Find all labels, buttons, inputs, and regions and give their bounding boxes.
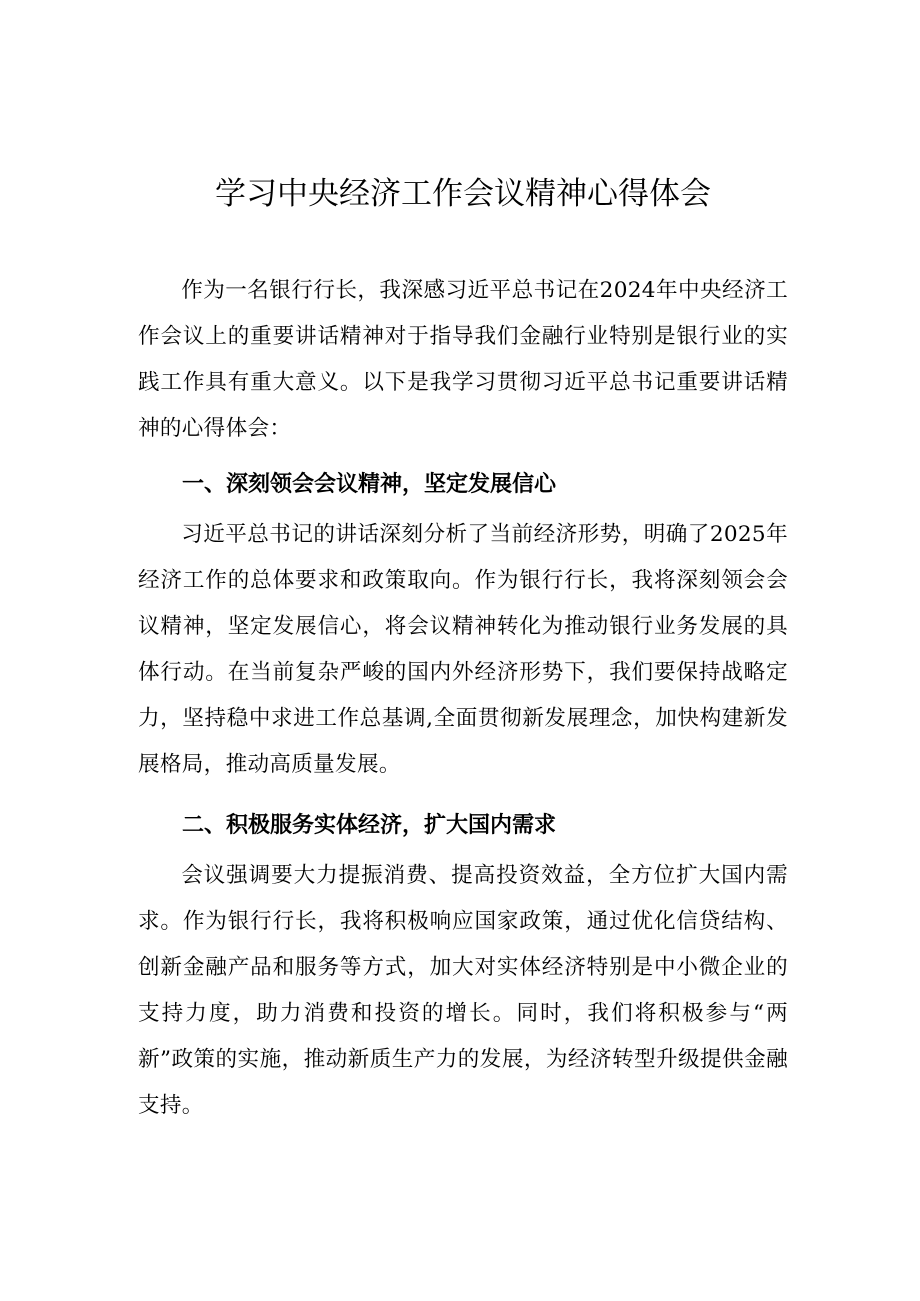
- document-page: [138, 0, 788, 1301]
- section-heading-1: 一、深刻领会会议精神，坚定发展信心: [182, 472, 557, 497]
- document-title: 学习中央经济工作会议精神心得体会: [215, 176, 711, 212]
- intro-paragraph: 作为一名银行行长，我深感习近平总书记在2024年中央经济工作会议上的重要讲话精神对于指导我们金融行业特别是银行业的实践工作具有重大意义。以下是我学习贯彻习近平总书记重要讲话精神的心得体会：: [138, 278, 788, 441]
- section-1-paragraph: 习近平总书记的讲话深刻分析了当前经济形势，明确了2025年经济工作的总体要求和政策取向。作为银行行长，我将深刻领会会议精神，坚定发展信心，将会议精神转化为推动银行业务发展的具体行动。在当前复杂严峻的国内外经济形势下，我们要保持战略定力，坚持稳中求进工作总基调,全面贯彻新发展理念，加快构建新发展格局，推动高质量发展。: [138, 522, 788, 777]
- section-heading-2: 二、积极服务实体经济，扩大国内需求: [182, 813, 557, 838]
- section-2-paragraph: 会议强调要大力提振消费、提高投资效益，全方位扩大国内需求。作为银行行长，我将积极响应国家政策，通过优化信贷结构、创新金融产品和服务等方式，加大对实体经济特别是中小微企业的支持力度，助力消费和投资的增长。同时，我们将积极参与“两新”政策的实施，推动新质生产力的发展，为经济转型升级提供金融支持。: [138, 863, 788, 1118]
